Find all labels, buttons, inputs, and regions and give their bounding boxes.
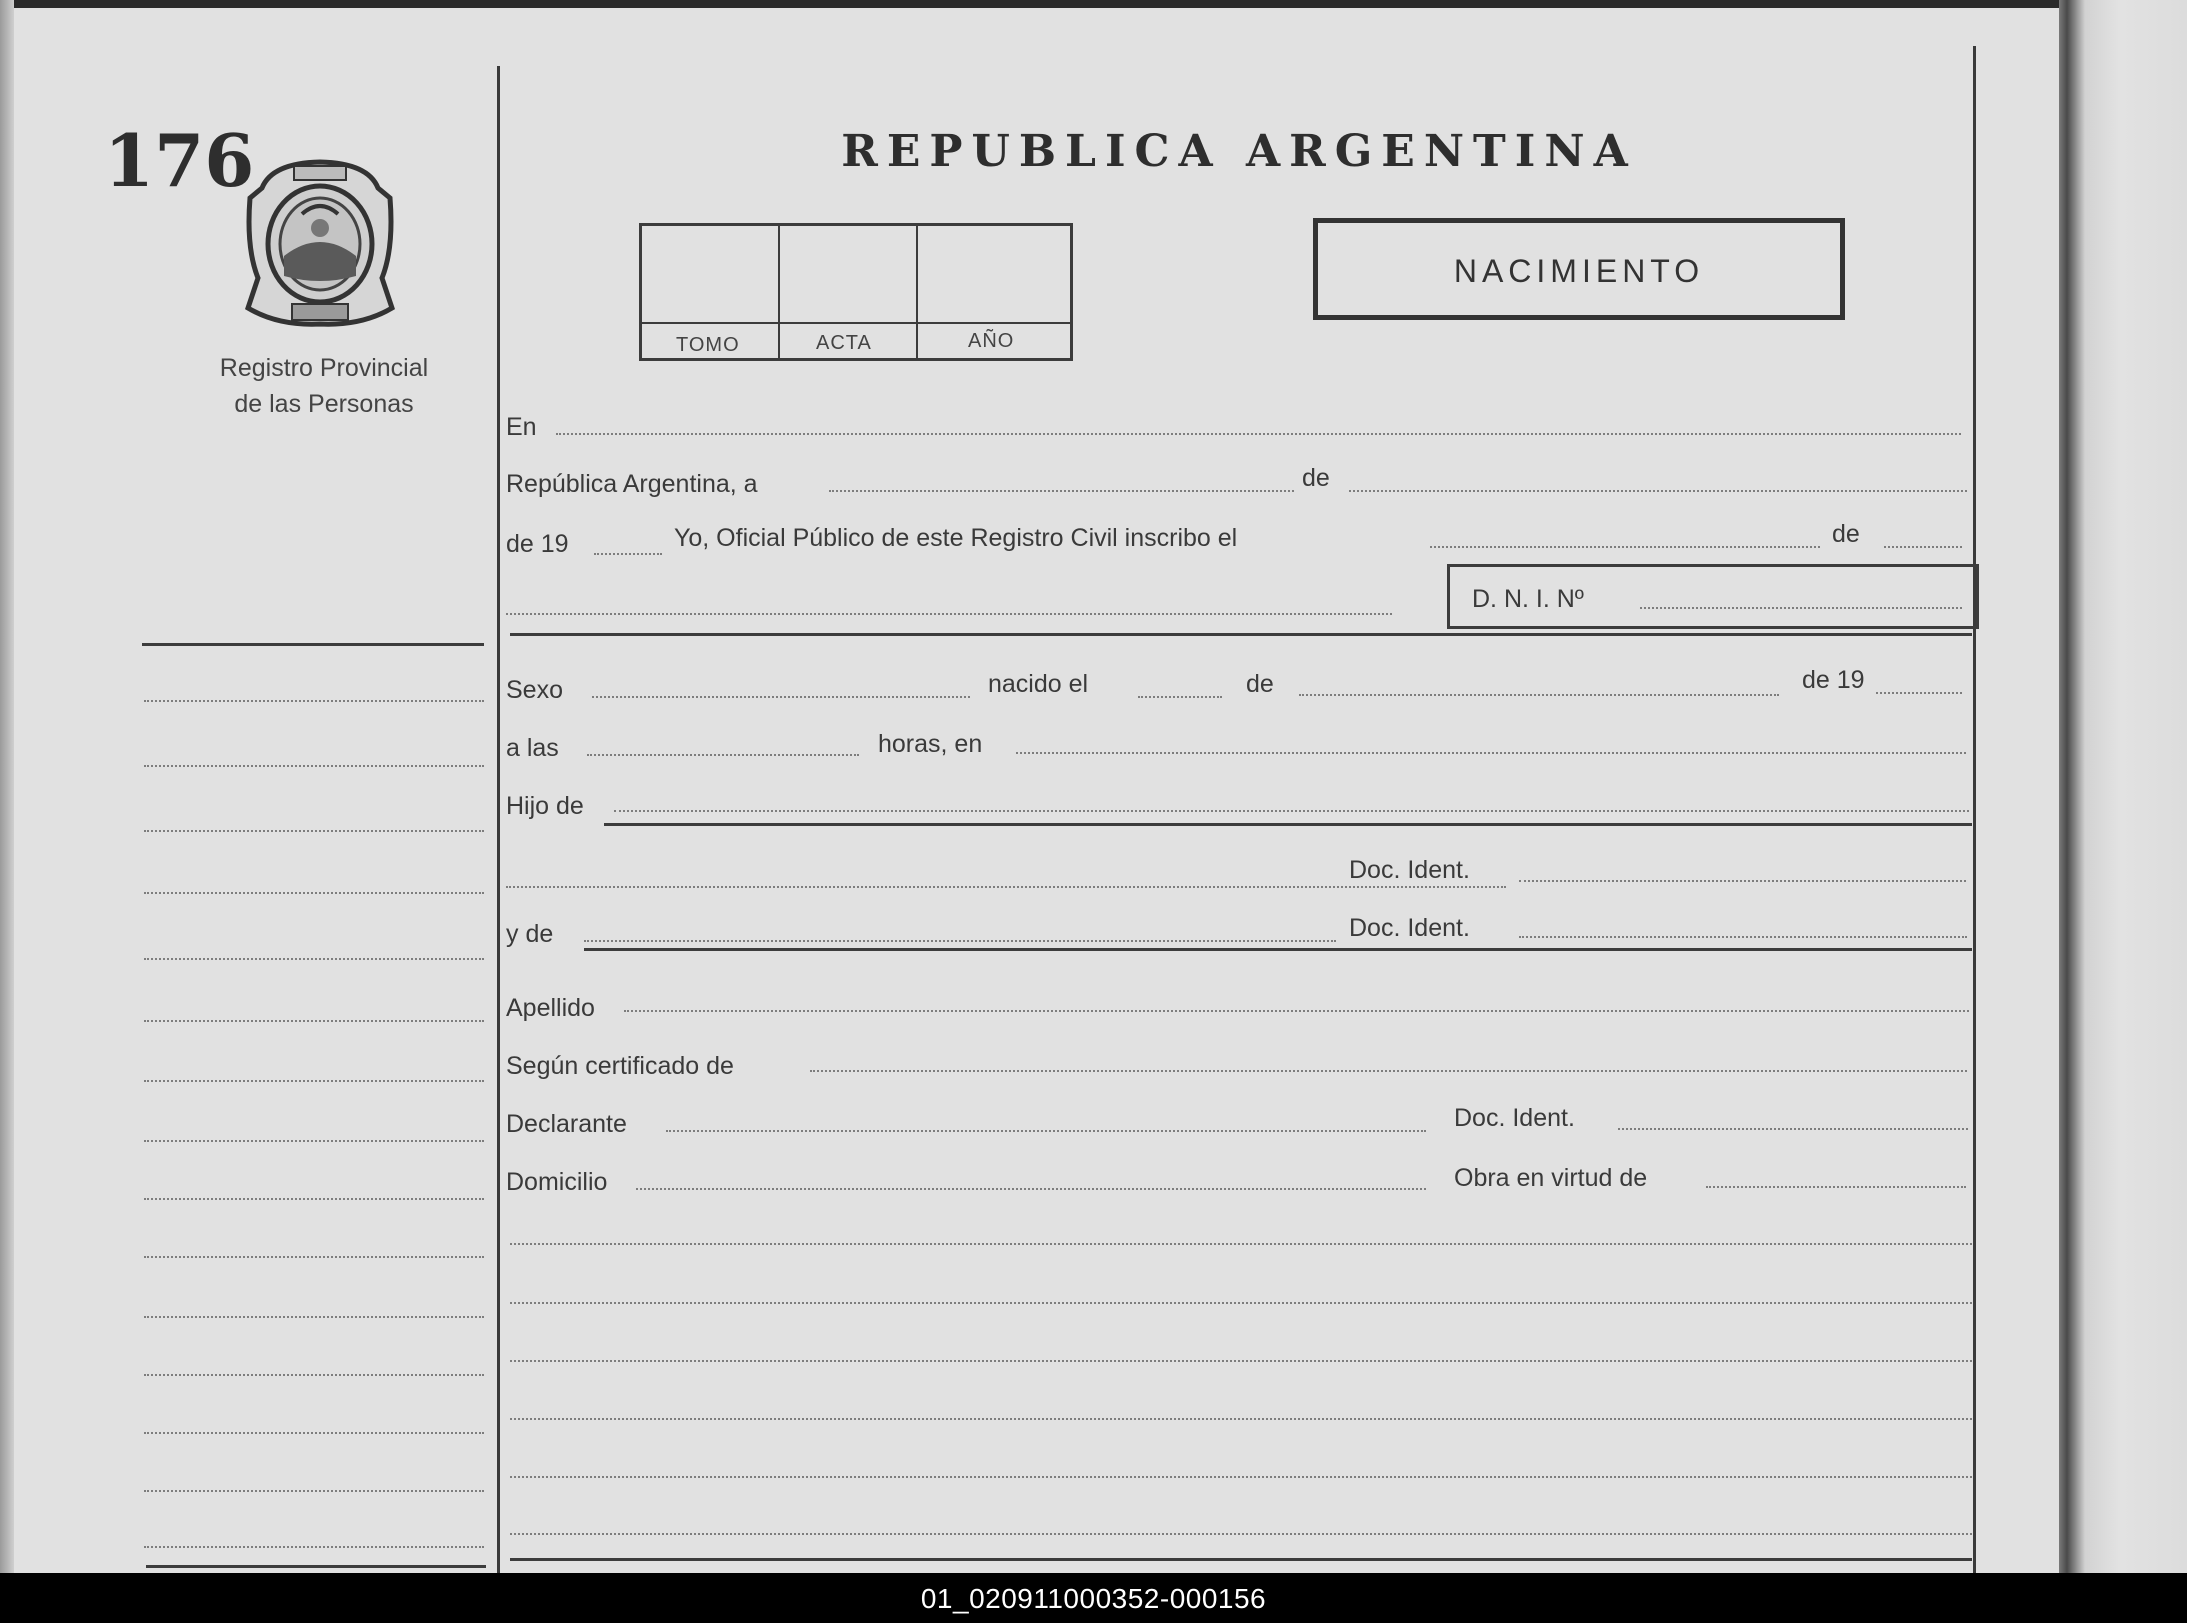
margin-line [144, 700, 484, 702]
label-yo-oficial: Yo, Oficial Público de este Registro Civil inscribo el [674, 524, 1238, 552]
label-de-birth-month: de [1246, 670, 1274, 698]
margin-line [144, 1140, 484, 1142]
label-domicilio: Domicilio [506, 1168, 608, 1196]
field-hour[interactable] [587, 754, 859, 756]
field-obra-en-virtud[interactable] [1706, 1186, 1966, 1188]
margin-line [144, 1374, 484, 1376]
margin-line [144, 892, 484, 894]
folio-number: 176 [104, 118, 255, 203]
section-rule-1 [510, 633, 1972, 636]
field-birth-month[interactable] [1299, 694, 1779, 696]
label-segun-certificado: Según certificado de [506, 1052, 734, 1080]
field-father-name[interactable] [506, 886, 1506, 888]
field-doc-ident-father[interactable] [1519, 880, 1966, 882]
document-title: REPUBLICA ARGENTINA [841, 126, 1637, 177]
provincial-seal-icon [242, 158, 398, 328]
label-a-las: a las [506, 734, 559, 762]
field-inscribo-month[interactable] [1884, 546, 1962, 548]
label-obra-en-virtud: Obra en virtud de [1454, 1164, 1648, 1192]
footer-bar [0, 1573, 2187, 1623]
label-hijo-de: Hijo de [506, 792, 584, 820]
registry-caption-line2: de las Personas [234, 390, 414, 418]
field-doc-ident-mother[interactable] [1519, 936, 1967, 938]
registry-caption [154, 350, 494, 422]
blank-line[interactable] [510, 1476, 1972, 1478]
margin-line [144, 765, 484, 767]
field-inscribo-name[interactable] [506, 613, 1392, 615]
label-dni: D. N. I. Nº [1472, 585, 1584, 613]
margin-line [144, 1256, 484, 1258]
adjacent-page-edge [2059, 0, 2187, 1573]
registry-caption-line1: Registro Provincial [219, 354, 429, 382]
label-declarante: Declarante [506, 1110, 627, 1138]
label-de-inscribo: de [1832, 520, 1860, 548]
field-inscribo-date[interactable] [1430, 546, 1820, 548]
label-doc-ident-declarante: Doc. Ident. [1454, 1104, 1575, 1132]
margin-line [144, 1198, 484, 1200]
label-apellido: Apellido [506, 994, 595, 1022]
field-dni[interactable] [1640, 607, 1962, 609]
margin-line [144, 1316, 484, 1318]
margin-line [144, 958, 484, 960]
blank-line[interactable] [510, 1360, 1972, 1362]
margin-rule-bottom [146, 1565, 486, 1568]
margin-line [144, 830, 484, 832]
column-divider [497, 66, 500, 1573]
label-en: En [506, 413, 537, 441]
margin-line [144, 1490, 484, 1492]
acta-type-label: NACIMIENTO [1453, 253, 1705, 289]
label-doc-ident-father: Doc. Ident. [1349, 856, 1470, 884]
margin-line [144, 1546, 484, 1548]
field-mother-name[interactable] [584, 940, 1336, 942]
section-rule-3 [584, 948, 1972, 951]
blank-line[interactable] [510, 1418, 1972, 1420]
field-domicilio[interactable] [636, 1188, 1426, 1190]
blank-line[interactable] [510, 1243, 1972, 1245]
field-birth-day[interactable] [1138, 696, 1222, 698]
acta-type-box [1313, 218, 1845, 320]
field-declarante[interactable] [666, 1130, 1426, 1132]
label-de-month: de [1302, 464, 1330, 492]
field-day[interactable] [829, 490, 1294, 492]
label-de-19: de 19 [506, 530, 569, 558]
label-horas-en: horas, en [878, 730, 983, 758]
blank-line[interactable] [510, 1533, 1972, 1535]
field-month[interactable] [1349, 490, 1967, 492]
field-hijo-de[interactable] [614, 810, 1969, 812]
field-doc-ident-declarante[interactable] [1618, 1128, 1968, 1130]
margin-line [144, 1080, 484, 1082]
margin-line [144, 1432, 484, 1434]
page-edge-left [0, 0, 14, 1573]
field-birth-year[interactable] [1876, 692, 1962, 694]
section-rule-2 [604, 823, 1972, 826]
field-apellido[interactable] [624, 1010, 1969, 1012]
blank-line[interactable] [510, 1302, 1972, 1304]
label-nacido-el: nacido el [988, 670, 1089, 698]
label-de-19-birth: de 19 [1802, 666, 1865, 694]
dni-box [1447, 564, 1979, 629]
field-certificado[interactable] [810, 1070, 1967, 1072]
field-en[interactable] [556, 433, 1961, 435]
ano-label: AÑO [968, 330, 1015, 352]
tomo-label: TOMO [676, 334, 740, 356]
label-sexo: Sexo [506, 676, 563, 704]
field-birthplace[interactable] [1016, 752, 1966, 754]
label-y-de: y de [506, 920, 554, 948]
field-year[interactable] [594, 553, 662, 555]
label-doc-ident-mother: Doc. Ident. [1349, 914, 1470, 942]
acta-label: ACTA [816, 332, 872, 354]
image-identifier: 01_020911000352-000156 [920, 1583, 1267, 1614]
field-sexo[interactable] [592, 696, 970, 698]
registry-page [14, 8, 2059, 1573]
table-header-rule [642, 322, 1070, 324]
margin-rule-top [142, 643, 484, 646]
right-border [1973, 46, 1976, 1573]
label-republica: República Argentina, a [506, 470, 758, 498]
tomo-acta-ano-table [639, 223, 1073, 361]
margin-line [144, 1020, 484, 1022]
section-rule-bottom [510, 1558, 1972, 1561]
